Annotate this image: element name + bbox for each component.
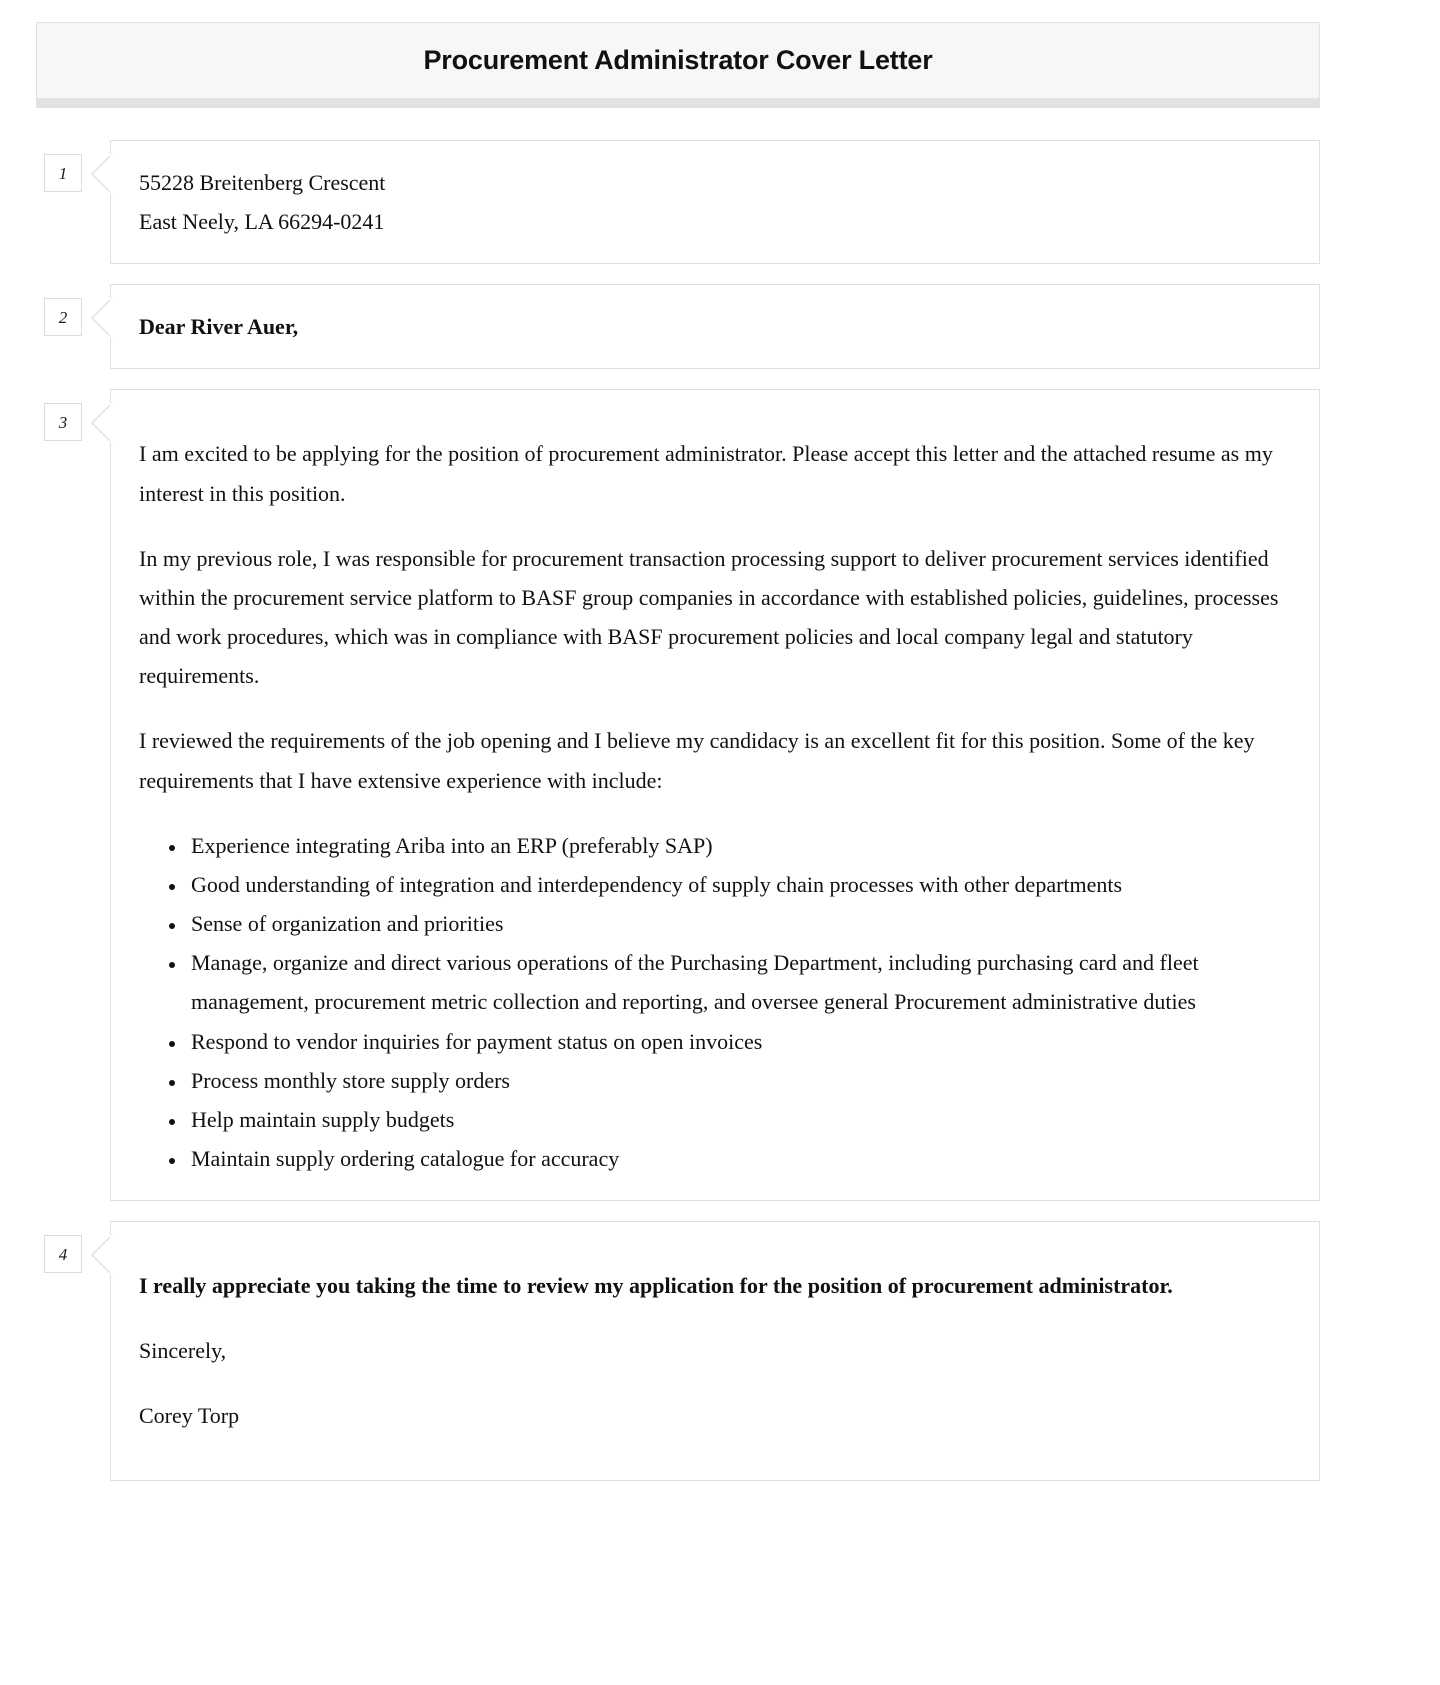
section-sender-address [36,140,1320,264]
salutation-text: Dear River Auer, [139,314,299,340]
signature-block [139,1331,1289,1435]
list-item: • Maintain supply ordering catalogue for accuracy [187,1139,1289,1178]
section-number-badge-4[interactable]: 4 [44,1235,82,1273]
closing-statement: I really appreciate you taking the time to review my application for the position of procurement administrator. [139,1273,1173,1299]
address-line-2: East Neely, LA 66294-0241 [139,209,385,235]
section-closing [36,1221,1320,1480]
list-item: • Good understanding of integration and interdependency of supply chain processes with other departments [187,865,1289,904]
list-item: • Sense of organization and priorities [187,904,1289,943]
page-title: Procurement Administrator Cover Letter [423,45,933,75]
section-number-badge-3[interactable]: 3 [44,403,82,441]
section-letter-body [36,389,1320,1201]
header-divider [36,98,1320,108]
notch-pointer-icon [91,297,112,339]
valediction: Sincerely, [139,1338,227,1364]
document-header [36,22,1320,98]
address-line-1: 55228 Breitenberg Crescent [139,170,386,195]
section-number-badge-2[interactable]: 2 [44,298,82,336]
sender-address-box [110,140,1320,264]
requirements-list [139,826,1289,1178]
list-item: • Experience integrating Ariba into an ERP (preferably SAP) [187,826,1289,865]
notch-pointer-icon [91,402,112,444]
closing-box [110,1221,1320,1480]
notch-pointer-icon [91,1234,112,1276]
letter-body-box [110,389,1320,1201]
section-salutation [36,284,1320,369]
list-item: • Help maintain supply budgets [187,1100,1289,1139]
salutation-box [110,284,1320,369]
section-number-badge-1[interactable]: 1 [44,154,82,192]
list-item: • Respond to vendor inquiries for payment status on open invoices [187,1022,1289,1061]
body-paragraph-1: I am excited to be applying for the position of procurement administrator. Please accept this letter and the attached resume as my interest in this position. [139,441,1273,506]
signature-name: Corey Torp [139,1403,240,1429]
cover-letter-page [0,22,1440,1481]
body-paragraph-2: In my previous role, I was responsible for procurement transaction processing support to deliver procurement services identified within the procurement service platform to BASF group companies in accordance with established policies, guidelines, processes and work procedures, which was in compliance with BASF procurement policies and local company legal and statutory requirements. [139,545,1279,689]
body-paragraph-3: I reviewed the requirements of the job opening and I believe my candidacy is an excellent fit for this position. Some of the key requirements that I have extensive experience with include: [139,728,1255,793]
list-item: • Process monthly store supply orders [187,1061,1289,1100]
list-item: • Manage, organize and direct various operations of the Purchasing Department, including purchasing card and fleet management, procurement metric collection and reporting, and oversee general Procurement administrative duties [187,943,1289,1021]
notch-pointer-icon [91,153,112,195]
letter-sections [0,140,1440,1481]
